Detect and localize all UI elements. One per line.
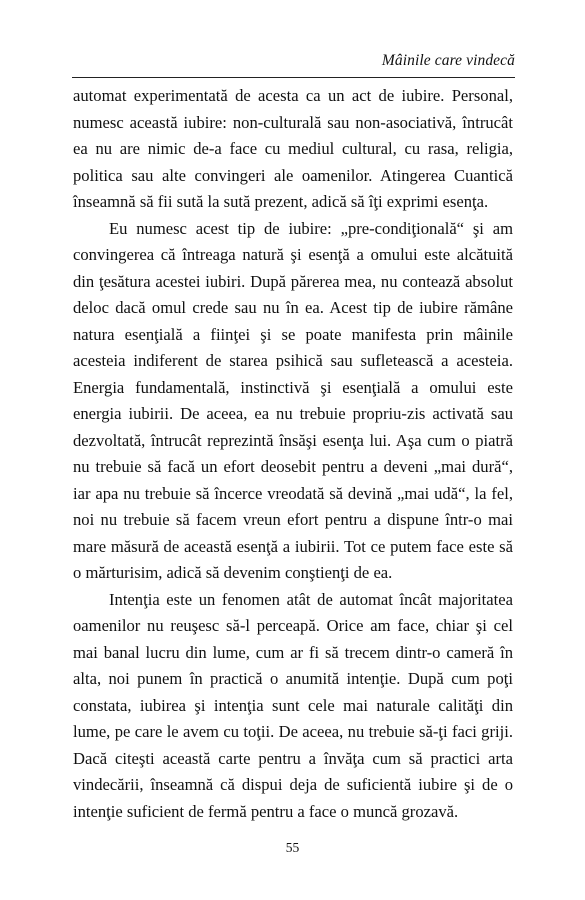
- page-number: 55: [285, 840, 300, 855]
- body-text: [73, 83, 513, 825]
- paragraph-3: Intenţia este un fenomen atât de automat încât majoritatea oamenilor nu reuşesc să-l perceapă. Orice am face, chiar şi cel mai banal lucru din lume, cum ar fi să trecem dintr-o cameră în alta, noi punem în practică o anumită intenţie. După cum poţi constata, iubirea şi intenţia sunt cele mai naturale calităţi din lume, pe care le avem cu toţii. De aceea, nu trebuie să-ţi faci griji. Dacă citeşti această carte pentru a învăţa cum să practici arta vindecării, înseamnă că dispui deja de suficientă iubire şi de o intenţie suficient de fermă pentru a face o muncă grozavă.: [73, 589, 513, 821]
- paragraph-2: Eu numesc acest tip de iubire: „pre-condiţională“ şi am convingerea că întreaga natură şi esenţă a omului este alcătuită din ţesătura acestei iubiri. După părerea mea, nu contează absolut deloc dacă omul crede sau nu în ea. Acest tip de iubire rămâne natura esenţială a fiinţei şi se poate manifesta prin mâinile acesteia indiferent de starea psihică sau sufletească a acesteia. Energia fundamentală, instinctivă şi esenţială a omului este energia iubirii. De aceea, ea nu trebuie propriu-zis activată sau dezvoltată, întrucât reprezintă însăşi esenţa lui. Aşa cum o piatră nu trebuie să facă un efort deosebit pentru a deveni „mai dură“, iar apa nu trebuie să încerce vreodată să devină „mai udă“, la fel, noi nu trebuie să facem vreun efort pentru a dispune într-o mai mare măsură de această esenţă a iubirii. Tot ce putem face este să o mărturisim, adică să devenim conştienţi de ea.: [73, 218, 513, 582]
- paragraph-1: automat experimentată de acesta ca un act de iubire. Personal, numesc această iubire: non-culturală sau non-asociativă, întrucât ea nu are nimic de-a face cu mediul cultural, cu rasa, religia, politica sau alte convingeri ale oamenilor. Atingerea Cuantică înseamnă să fii sută la sută prezent, adică să îţi exprimi esenţa.: [73, 86, 513, 211]
- header-rule: [72, 77, 515, 78]
- running-header-title: Mâinile care vindecă: [381, 52, 515, 69]
